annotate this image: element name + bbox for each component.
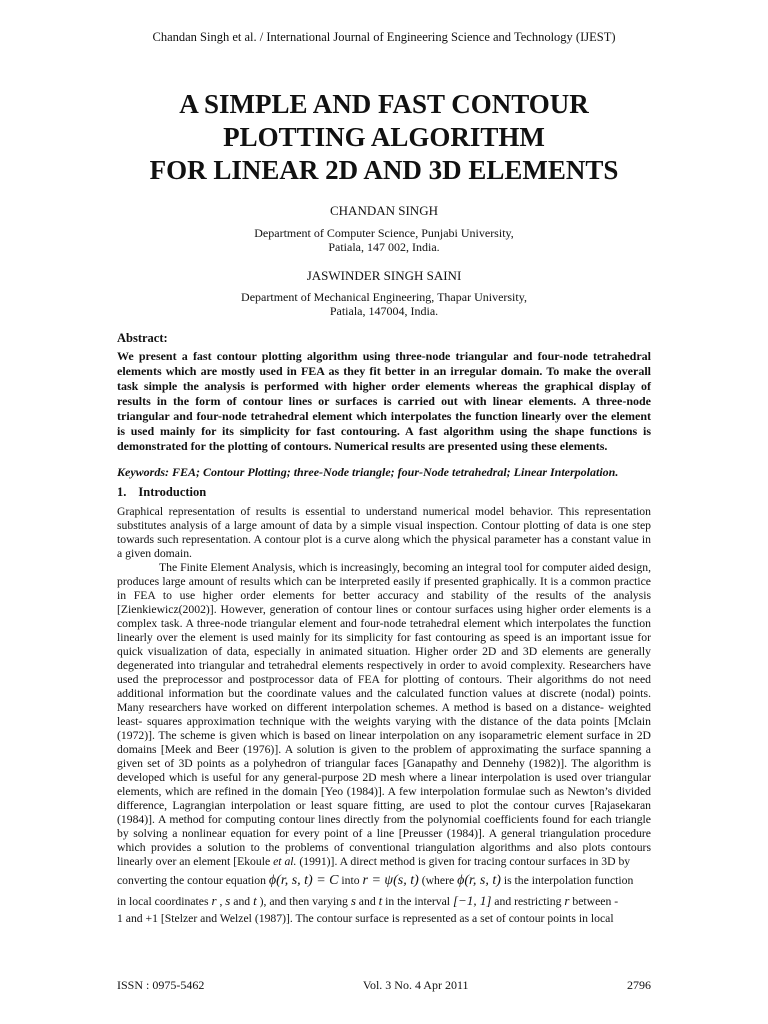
section-heading [117,485,206,500]
footer-volume: Vol. 3 No. 4 Apr 2011 [362,978,469,992]
paragraph-text: 1 and +1 [Stelzer and Welzel (1987)]. The contour surface is represented as a set of contour points in local [117,912,614,925]
section-number: 1. [117,485,127,499]
equation: r = ψ(s, t) [362,873,419,888]
footer-issn: ISSN : 0975-5462 [117,978,205,992]
paragraph-text: is the interpolation function [500,874,634,887]
equation: s [225,893,231,908]
title-line: A SIMPLE AND FAST CONTOUR [179,89,589,119]
equation: t [378,893,383,908]
affiliation-line: Patiala, 147004, India. [329,304,439,318]
paragraph-text: into [338,874,363,887]
paragraph: Graphical representation of results is essential to understand numerical model behavior. This representation substitutes analysis of a large amount of data by a simple visual inspection. Contour plotting of data is one step towards such representation. A contour plot is a curve along which the physical parameter has a constant value in a given domain. [117,505,651,560]
page-number: 2796 [627,978,651,992]
author-affiliation [0,226,768,254]
equation: t [253,893,257,908]
paper-title [0,88,768,187]
equation-line [117,872,651,890]
paragraph-text: (1991)]. A direct method is given for tracing contour surfaces in 3D by [296,855,631,868]
paragraph-text: , [216,895,226,908]
equation: r [564,893,570,908]
affiliation-line: Department of Mechanical Engineering, Thapar University, [241,290,527,304]
paragraph-text: and restricting [491,895,565,908]
equation: r [211,893,217,908]
equation-line [117,892,651,911]
paragraph-text: and [230,895,254,908]
paragraph-text: (where [418,874,458,887]
abstract-heading: Abstract: [117,331,168,345]
page-footer [117,978,651,993]
paragraph-text: in local coordinates [117,895,212,908]
equation: [−1, 1] [452,893,492,908]
equation: s [350,893,356,908]
abstract-text: We present a fast contour plotting algorithm using three-node triangular and four-node tetrahedral elements which are mostly used in FEA as they fit better in an irregular domain. To make the overall task simple the analysis is performed with higher order elements whereas the graphical display of results in the form of contour lines or surfaces is carried out with linear elements. A three-node triangular and four-node tetrahedral element which interpolates the function linearly over the element is used mainly for its simplicity for fast contouring. A fast algorithm using the shape functions is demonstrated for the plotting of contours. Numerical results are presented using these elements. [117,349,651,453]
keywords: Keywords: FEA; Contour Plotting; three-Node triangle; four-Node tetrahedral; Linear Interpolation. [117,465,619,479]
paragraph-text: between - [569,895,619,908]
paragraph-text: converting the contour equation [117,874,269,887]
affiliation-line: Patiala, 147 002, India. [328,240,440,254]
title-line: PLOTTING ALGORITHM [223,122,545,152]
running-head: Chandan Singh et al. / International Journal of Engineering Science and Technology (IJEST) [152,30,616,44]
paragraph-text: The Finite Element Analysis, which is increasingly, becoming an integral tool for computer aided design, produces large amount of results which can be interpreted easily if presented graphically. It is a common practice in FEA to use higher order elements for better accuracy and stability of the results of the analysis [Zienkiewicz(2002)]. However, generation of contour lines or contour surfaces using higher order elements is a complex task. A three-node triangular element and four-node tetrahedral element which interpolates the function linearly over the element is used mainly for its simplicity for fast contouring as speed is an important issue for quick visualization of data, especially in animated situation. Higher order 2D and 3D elements are generally degenerated into triangular and tetrahedral elements respectively in order to avoid complexity. Researchers have used the preprocessor and postprocessor data of FEA for plotting of contours. Their algorithms do not need additional information but the coordinate values and the calculated function values at discrete (nodal) points. Many researchers have worked on different interpolation schemes. A method is based on a distance- weighted least- squares approximation technique with the weights varying with the distance of the data points [Mclain (1972)]. The scheme is given which is based on linear interpolation on any isoparametric element surface in 2D domains [Meek and Beer (1976)]. A solution is given to the problem of approximating the surface spanning a given set of 3D points as a polyhedron of triangular faces [Ganapathy and Dennehy (1982)]. The algorithm is developed which is useful for any general-purpose 2D mesh where a linear interpolation is used over triangular elements, which are refined in the domain [Yeo (1984)]. A few interpolation formulae such as Newton’s divided difference, Lagrangian interpolation or least square fitting, are used to plot the contour curves [Rajasekaran (1984)]. A method for computing contour lines directly from the polynomial coefficients found for each triangle by solving a nonlinear equation for every point of a line [Preusser (1984)]. A general triangulation procedure which provides a solution to the problems of conventional triangulation algorithms and also plots contours linearly over an element [Ekoule [117,561,651,868]
equation: ϕ(r, s, t) = C [268,873,339,888]
citation-etal: et al. [273,855,297,868]
paragraph-text: ), and then varying [256,895,351,908]
author-name: CHANDAN SINGH [330,203,438,218]
equation: ϕ(r, s, t) [457,873,501,888]
title-line: FOR LINEAR 2D AND 3D ELEMENTS [149,155,619,185]
affiliation-line: Department of Computer Science, Punjabi University, [254,226,514,240]
author-affiliation [0,290,768,318]
paragraph [117,561,651,869]
paragraph-text: in the interval [382,895,453,908]
author-name: JASWINDER SINGH SAINI [306,268,462,283]
paragraph-text: and [355,895,379,908]
section-title: Introduction [138,485,207,499]
